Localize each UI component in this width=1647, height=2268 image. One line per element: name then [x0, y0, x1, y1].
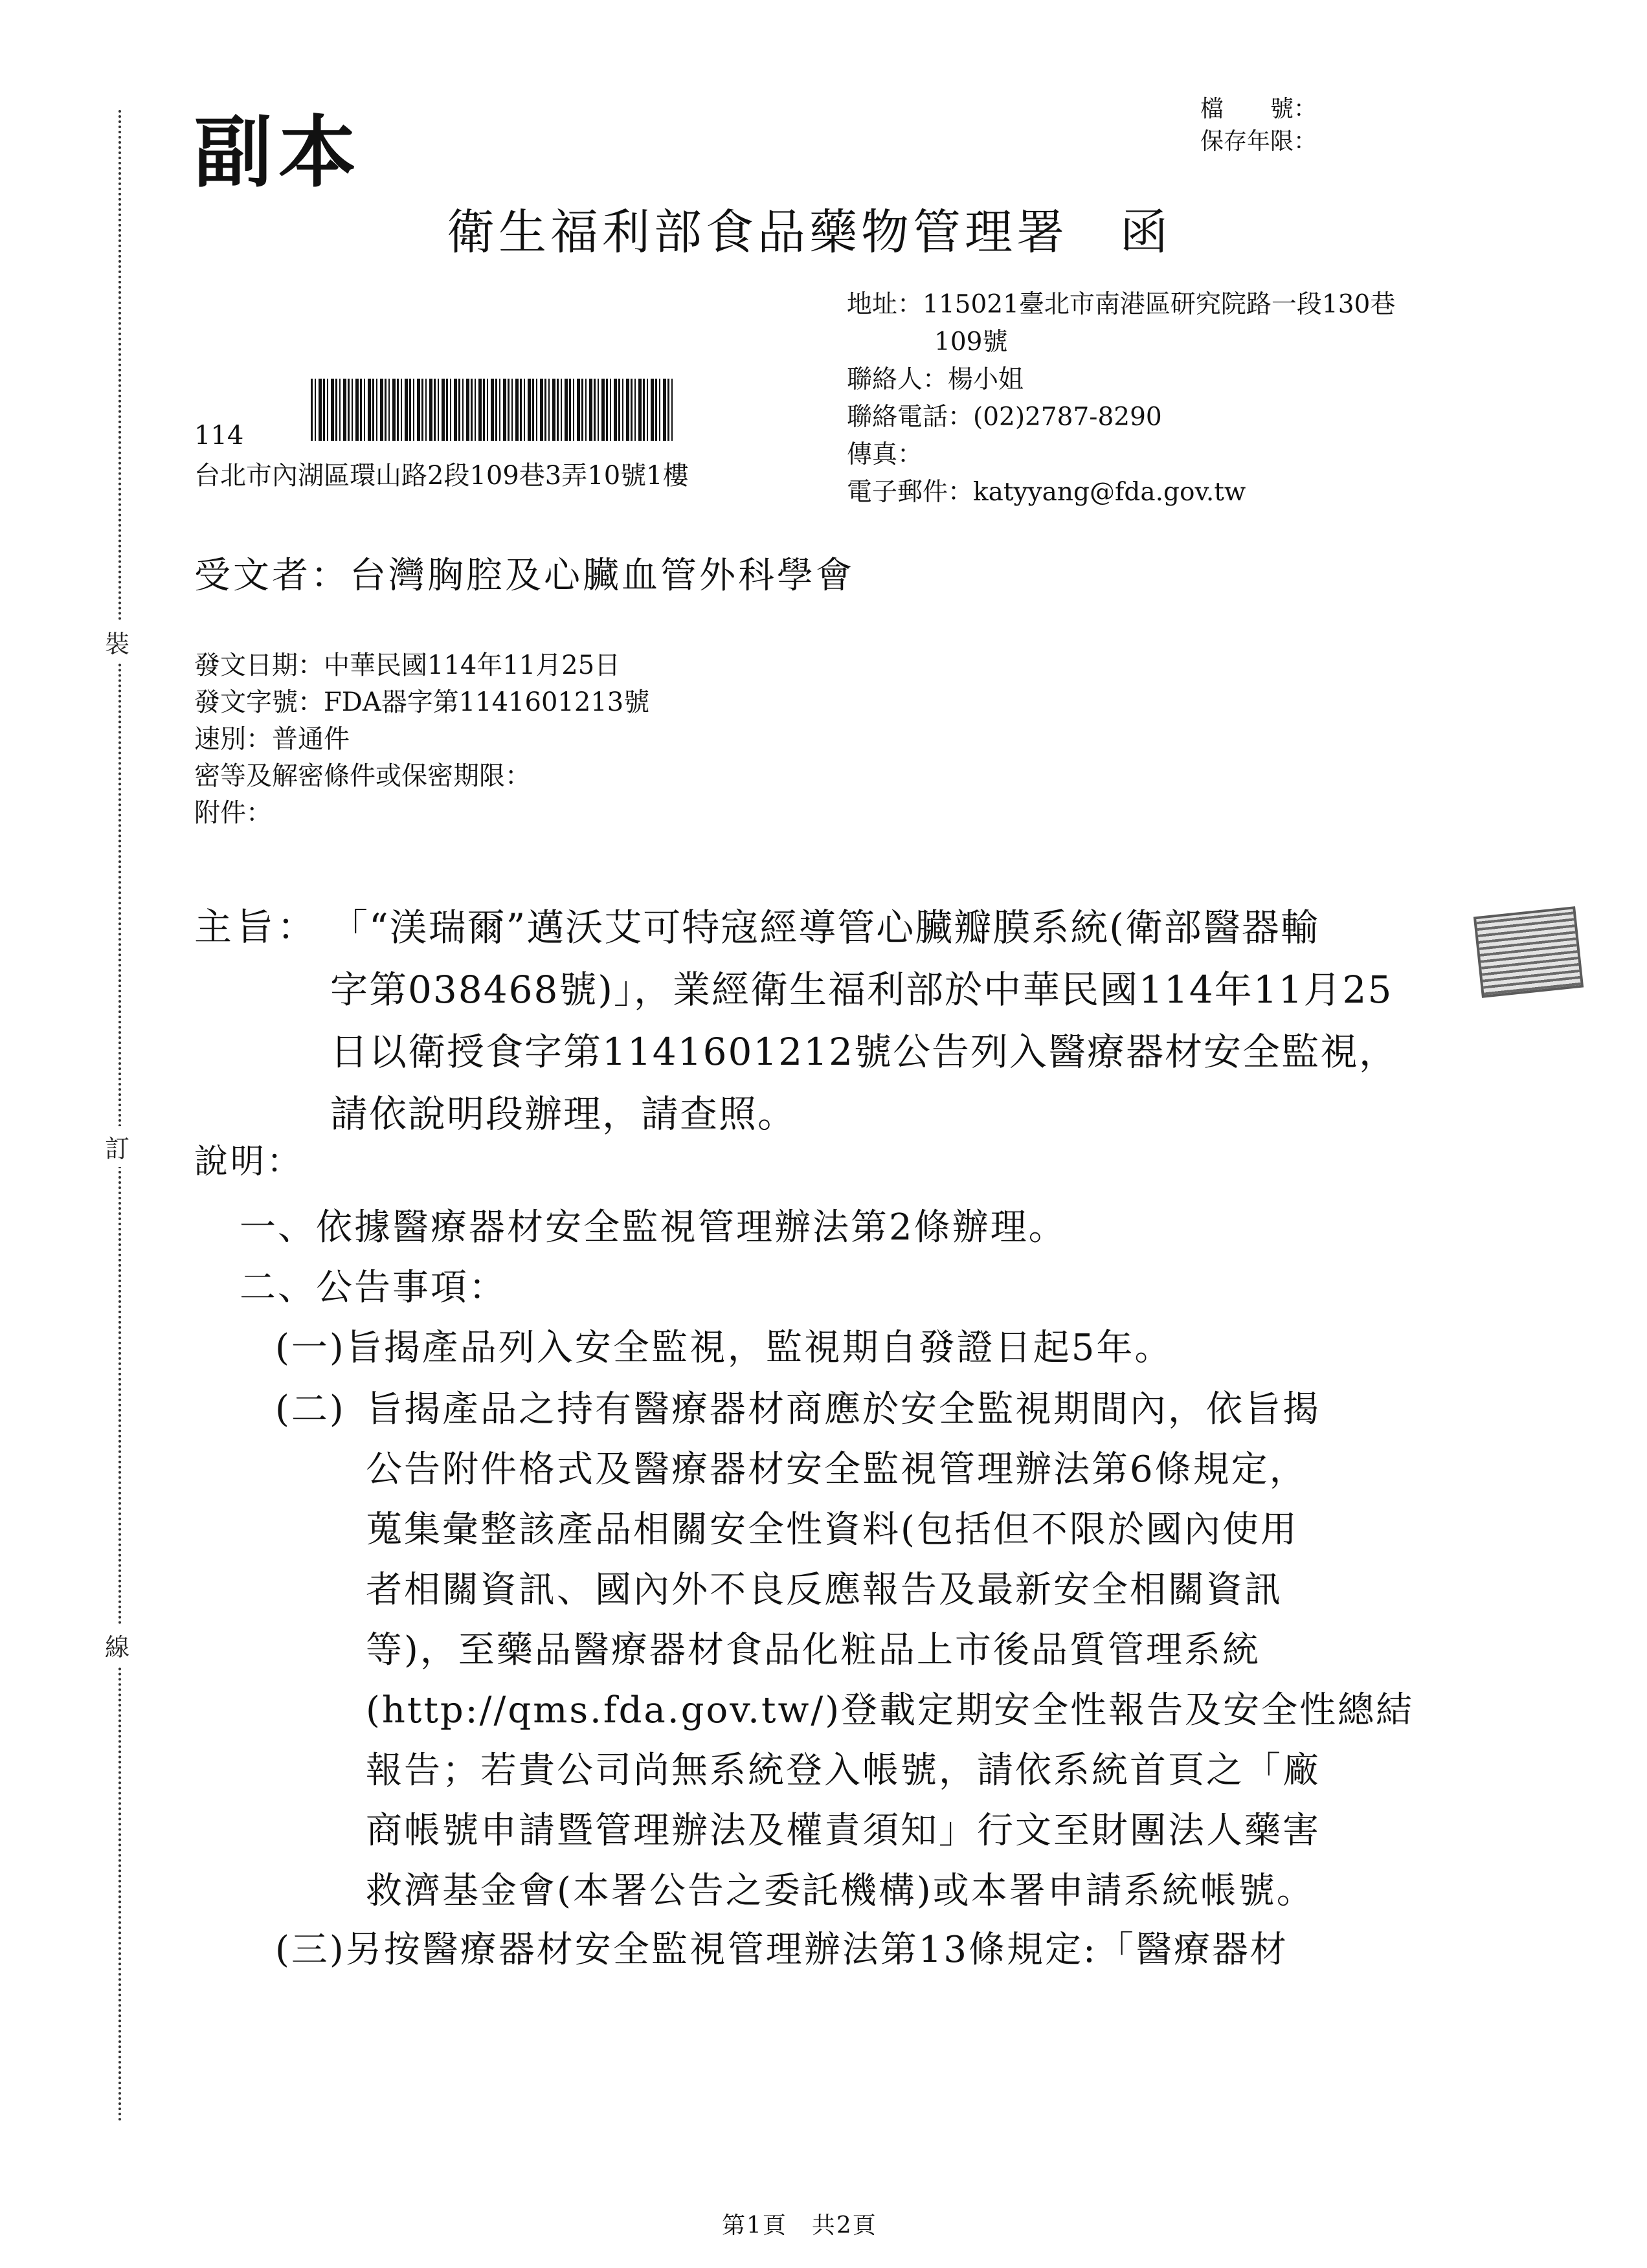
subject-line: 「“渼瑞爾”邁沃艾可特寇經導管心臟瓣膜系統(衛部醫器輸 [330, 906, 1319, 950]
announcement-sub-1: (一)旨揭產品列入安全監視，監視期自發證日起5年。 [275, 1327, 1173, 1369]
announcement-sub-3: (三)另按醫療器材安全監視管理辦法第13條規定:「醫療器材 [275, 1929, 1288, 1971]
copy-mark: 副本 [194, 107, 363, 198]
binding-dotted-line [118, 110, 121, 2123]
file-number-label: 檔 號： [1200, 96, 1317, 122]
body-line: 蒐集彙整該產品相關安全性資料(包括但不限於國內使用 [366, 1509, 1299, 1551]
body-line: (http://qms.fda.gov.tw/)登載定期安全性報告及安全性總結 [366, 1689, 1415, 1731]
binding-mark-xian: 線 [105, 1625, 129, 1665]
explanation-item-1: 一、依據醫療器材安全監視管理辦法第2條辦理。 [240, 1206, 1067, 1249]
attachment: 附件： [194, 798, 272, 828]
sender-contact: 聯絡人：楊小姐 [847, 365, 1024, 394]
recipient: 受文者：台灣胸腔及心臟血管外科學會 [194, 555, 855, 597]
subject-label: 主旨： [194, 905, 319, 949]
binding-mark-ding: 訂 [105, 1126, 129, 1167]
body-line: 報告；若貴公司尚無系統登入帳號，請依系統首頁之「廠 [366, 1750, 1321, 1792]
retention-label: 保存年限： [1200, 128, 1317, 155]
document-number: 發文字號：FDA器字第1141601213號 [194, 687, 650, 717]
subject-line: 字第038468號)」，業經衛生福利部於中華民國114年11月25 [330, 968, 1393, 1012]
body-line: 救濟基金會(本署公告之委託機構)或本署申請系統帳號。 [366, 1870, 1315, 1912]
subject-line: 請依說明段辦理，請查照。 [330, 1092, 797, 1136]
body-line: 等)，至藥品醫療器材食品化粧品上市後品質管理系統 [366, 1629, 1260, 1671]
subject-line: 日以衛授食字第1141601212號公告列入醫療器材安全監視， [330, 1030, 1398, 1074]
sender-info [847, 286, 1395, 511]
issue-date: 發文日期：中華民國114年11月25日 [194, 650, 621, 680]
mailing-zip: 114 [194, 421, 244, 450]
body-line: 者相關資訊、國內外不良反應報告及最新安全相關資訊 [366, 1569, 1283, 1611]
explanation-label: 說明： [194, 1142, 304, 1181]
page-footer: 第1頁 共2頁 [722, 2212, 877, 2239]
page-title: 衛生福利部食品藥物管理署 函 [447, 205, 1172, 260]
subject-text [330, 896, 1398, 1145]
binding-mark-zhuang: 裝 [105, 621, 129, 662]
explanation-item-2: 二、公告事項： [240, 1267, 507, 1309]
announcement-sub-2-label: (二) [275, 1388, 346, 1430]
sender-fax: 傳真： [847, 440, 923, 469]
delivery-speed: 速別：普通件 [194, 724, 350, 754]
document-info [194, 647, 649, 832]
body-line: 商帳號申請暨管理辦法及權責須知」行文至財團法人藥害 [366, 1810, 1321, 1852]
mailing-address: 台北市內湖區環山路2段109巷3弄10號1樓 [194, 461, 689, 491]
body-line: 旨揭產品之持有醫療器材商應於安全監視期間內，依旨揭 [366, 1388, 1321, 1430]
sender-address-cont: 109號 [934, 328, 1008, 357]
secrecy-level: 密等及解密條件或保密期限： [194, 761, 531, 791]
sender-email: 電子郵件：katyyang@fda.gov.tw [847, 478, 1246, 507]
sender-address: 地址：115021臺北市南港區研究院路一段130巷 [847, 290, 1396, 319]
ink-stamp [1473, 906, 1584, 998]
sender-phone: 聯絡電話：(02)2787-8290 [847, 403, 1162, 432]
announcement-sub-2-body [366, 1379, 1414, 1921]
body-line: 公告附件格式及醫療器材安全監視管理辦法第6條規定， [366, 1449, 1308, 1491]
barcode [311, 379, 673, 441]
